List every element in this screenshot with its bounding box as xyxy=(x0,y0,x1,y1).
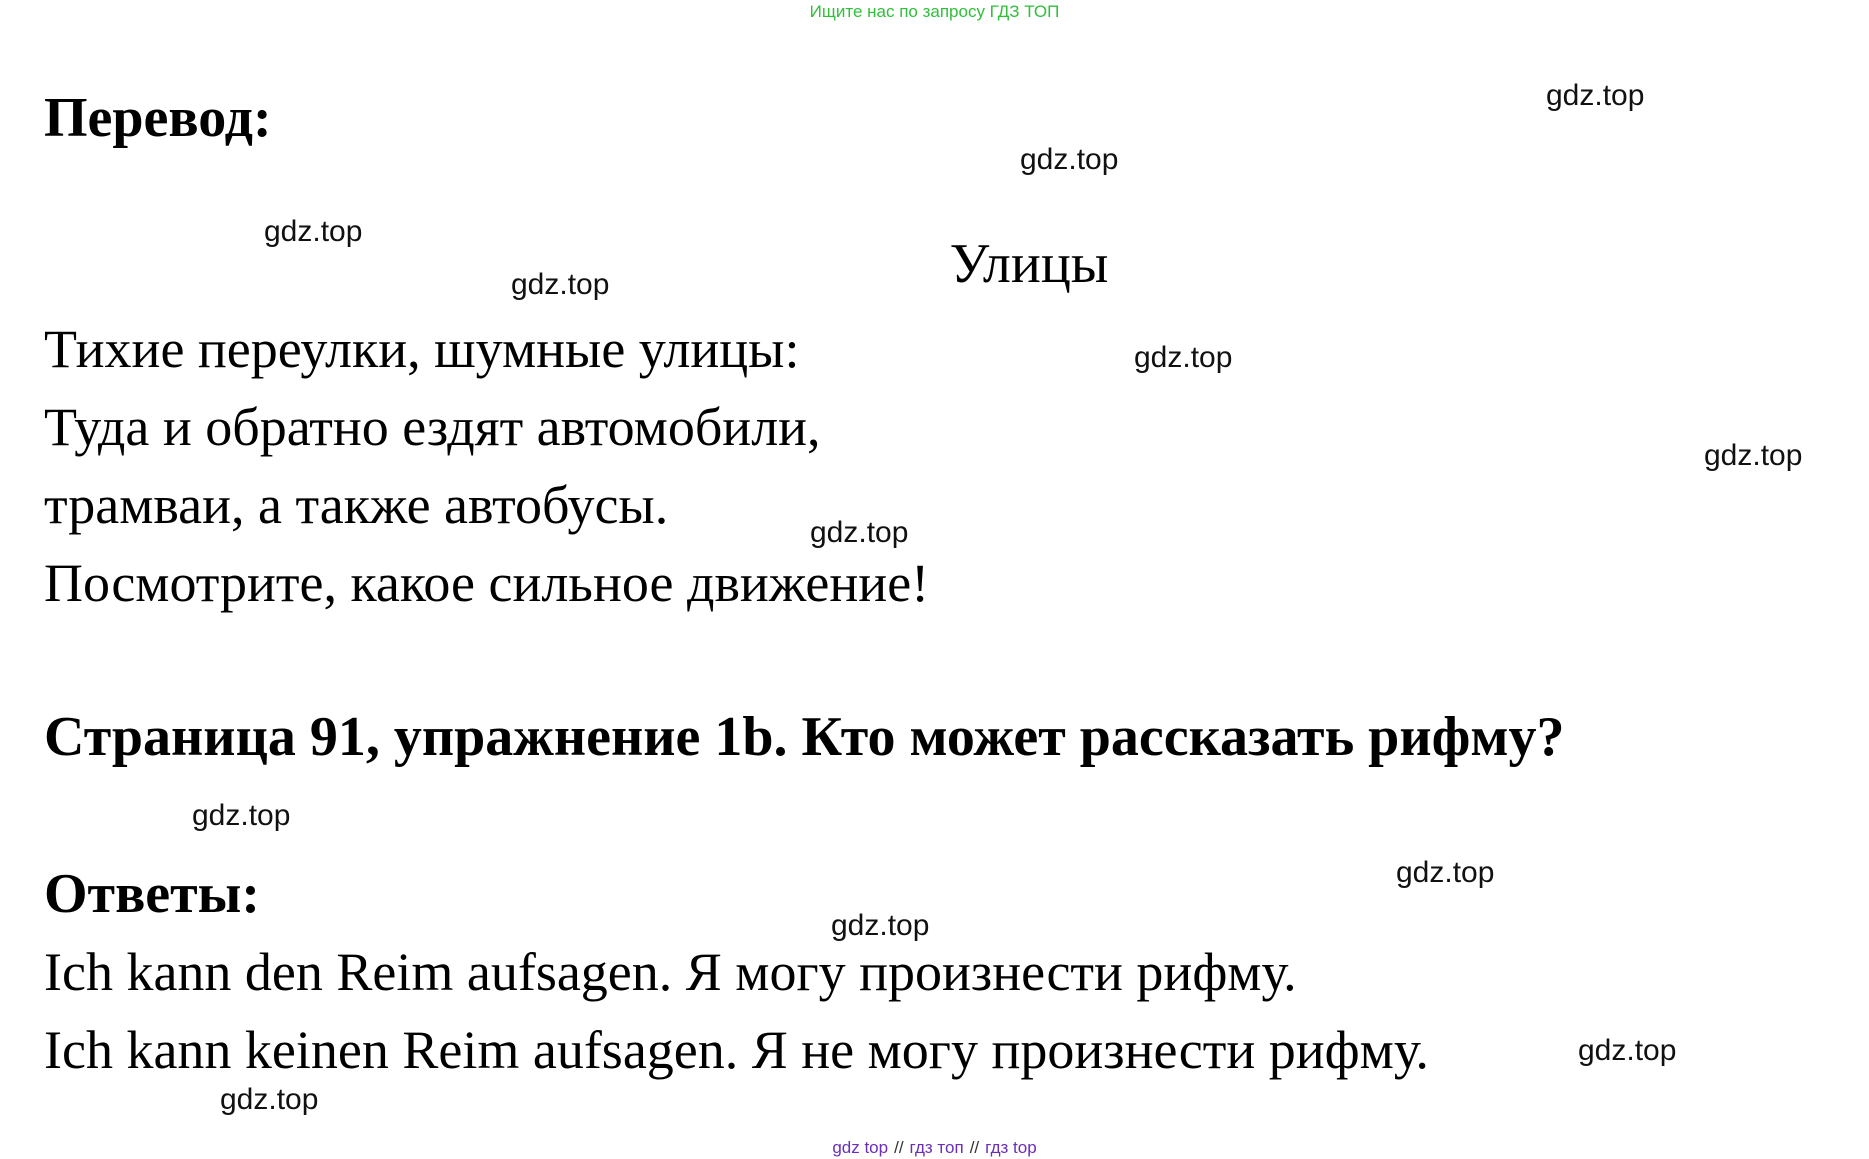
answer-line: Ich kann den Reim aufsagen. Я могу произнести рифму. xyxy=(44,942,1297,1002)
watermark: gdz.top xyxy=(1546,79,1645,112)
watermark: gdz.top xyxy=(1020,143,1119,176)
footer-separator: // xyxy=(894,1138,904,1157)
watermark: gdz.top xyxy=(511,268,610,301)
footer-links xyxy=(0,1138,1869,1158)
answer-line: Ich kann keinen Reim aufsagen. Я не могу произнести рифму. xyxy=(44,1020,1429,1080)
footer-link[interactable]: гдз топ xyxy=(909,1138,964,1157)
search-hint-banner: Ищите нас по запросу ГДЗ ТОП xyxy=(809,2,1060,21)
watermark: gdz.top xyxy=(831,909,930,942)
poem-line: Туда и обратно ездят автомобили, xyxy=(44,397,821,457)
translation-heading: Перевод: xyxy=(44,87,272,149)
watermark: gdz.top xyxy=(1704,439,1803,472)
exercise-heading: Страница 91, упражнение 1b. Кто может рассказать рифму? xyxy=(44,706,1565,768)
footer-separator: // xyxy=(969,1138,980,1157)
answers-heading: Ответы: xyxy=(44,863,261,925)
poem-line: Посмотрите, какое сильное движение! xyxy=(44,553,930,613)
footer-link[interactable]: гдз top xyxy=(985,1138,1037,1157)
watermark: gdz.top xyxy=(1578,1034,1677,1067)
watermark: gdz.top xyxy=(192,799,291,832)
poem-line: Тихие переулки, шумные улицы: xyxy=(44,319,800,379)
watermark: gdz.top xyxy=(1134,341,1233,374)
poem-title: Улицы xyxy=(949,233,1109,295)
watermark: gdz.top xyxy=(810,516,909,549)
poem-line: трамваи, а также автобусы. xyxy=(44,475,669,535)
footer-link[interactable]: gdz top xyxy=(832,1138,889,1157)
watermark: gdz.top xyxy=(264,215,363,248)
watermark: gdz.top xyxy=(1396,856,1495,889)
watermark: gdz.top xyxy=(220,1083,319,1116)
